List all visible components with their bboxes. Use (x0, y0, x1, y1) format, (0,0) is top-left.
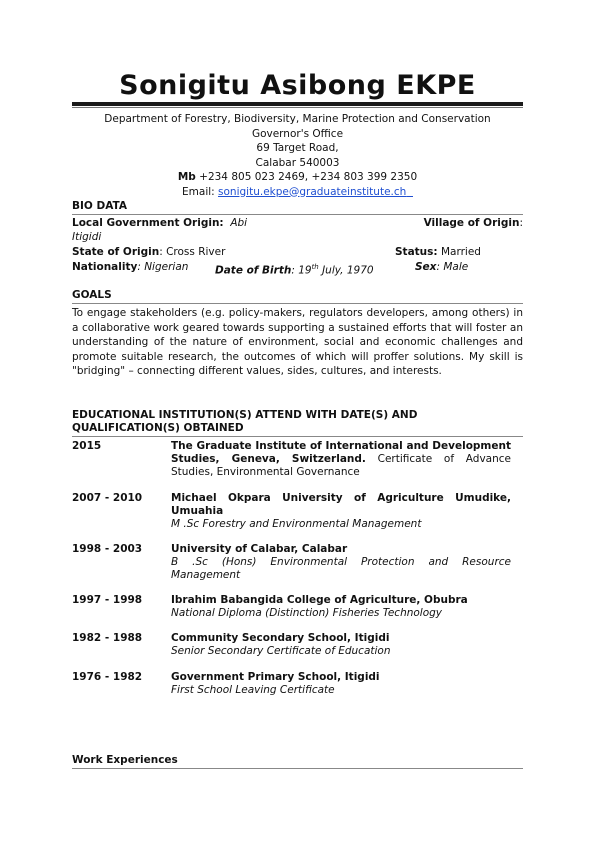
edu-year: 1998 - 2003 (72, 543, 143, 555)
sex-field (415, 260, 468, 274)
status-label: Status: (395, 246, 438, 258)
edu-body (171, 632, 511, 658)
dob-label: Date of Birth (215, 264, 292, 277)
dob-sup: th (311, 263, 319, 271)
edu-body (171, 543, 511, 582)
contact-city: Calabar 540003 (255, 156, 340, 169)
edu-qual: M .Sc Forestry and Environmental Management (171, 518, 422, 530)
goals-section-title: GOALS (72, 289, 523, 304)
education-section-title (72, 409, 523, 437)
edu-body (171, 594, 511, 620)
bio-row-state (72, 245, 523, 259)
bio-row-nationality (72, 260, 523, 277)
education-title-line1: EDUCATIONAL INSTITUTION(S) ATTEND WITH DATE(S) AND (72, 409, 418, 421)
title-rule (72, 102, 523, 106)
dob-value-post: July, 1970 (318, 264, 374, 277)
edu-qual: National Diploma (Distinction) Fisheries Technology (171, 607, 443, 619)
edu-qual: First School Leaving Certificate (171, 684, 335, 696)
contact-block (72, 112, 523, 199)
lga-value: Abi (230, 217, 248, 229)
edu-body (171, 671, 511, 697)
goals-text: To engage stakeholders (e.g. policy-makers, regulators developers, among others) in a collaborative work geared towards supporting a sustained efforts that will foster an understanding of the nature of environment, social and economic challenges and promote suitable research, the outcomes of which will proffer solutions. My skill is "bridging" – connecting different values, sides, cultures, and interests. (72, 307, 523, 377)
state-label: State of Origin (72, 246, 160, 258)
edu-qual: Certificate of Advance Studies, Environmental Governance (171, 453, 512, 478)
edu-year: 1997 - 1998 (72, 594, 143, 606)
status-field (395, 245, 481, 259)
education-title-line2: QUALIFICATION(S) OBTAINED (72, 422, 244, 434)
lga-label: Local Government Origin: (72, 217, 224, 229)
edu-school: University of Calabar, Calabar (171, 543, 348, 555)
edu-year: 2007 - 2010 (72, 492, 143, 504)
phone-label: Mb (177, 171, 196, 183)
edu-qual: B .Sc (Hons) Environmental Protection and Resource Management (171, 556, 511, 581)
state-value: : Cross River (159, 246, 226, 258)
nationality-label: Nationality (72, 261, 138, 273)
edu-year: 1982 - 1988 (72, 632, 143, 644)
phone-value: +234 805 023 2469, +234 803 399 2350 (195, 171, 418, 183)
work-section-title: Work Experiences (72, 754, 523, 769)
edu-school: Ibrahim Babangida College of Agriculture, Obubra (171, 594, 468, 606)
edu-school: Community Secondary School, Itigidi (171, 632, 390, 644)
edu-body (171, 492, 511, 531)
edu-school: Government Primary School, Itigidi (171, 671, 380, 683)
village-label: Village of Origin (423, 217, 520, 229)
contact-phone (72, 170, 523, 185)
contact-street: 69 Target Road, (256, 142, 339, 154)
bio-section-title: BIO DATA (72, 200, 523, 215)
contact-office: Governor's Office (251, 127, 344, 140)
edu-year: 2015 (72, 440, 102, 452)
title-rule-thin (72, 107, 523, 108)
edu-year: 1976 - 1982 (72, 671, 143, 683)
edu-school: The Graduate Institute of International and Development Studies, Geneva, Switzerland. (171, 440, 511, 465)
email-link[interactable]: sonigitu.ekpe@graduateinstitute.ch (218, 185, 407, 198)
bio-row-lga (72, 216, 523, 230)
village-field: Village of Origin: (423, 217, 523, 229)
email-label: Email: (182, 185, 219, 198)
nationality-value: : Nigerian (137, 261, 189, 273)
sex-label: Sex (415, 261, 437, 273)
contact-email (72, 185, 523, 200)
village-value: Itigidi (72, 231, 102, 243)
page-title: Sonigitu Asibong EKPE (119, 70, 476, 101)
dob-field (215, 260, 374, 278)
edu-qual: Senior Secondary Certificate of Education (171, 645, 391, 657)
edu-school: Michael Okpara University of Agriculture Umudike, Umuahia (171, 492, 511, 517)
status-value: Married (437, 246, 481, 258)
sex-value: : Male (436, 261, 469, 273)
dob-value-pre: : 19 (291, 264, 312, 277)
edu-body (171, 440, 511, 479)
contact-dept: Department of Forestry, Biodiversity, Marine Protection and Conservation (104, 113, 491, 125)
